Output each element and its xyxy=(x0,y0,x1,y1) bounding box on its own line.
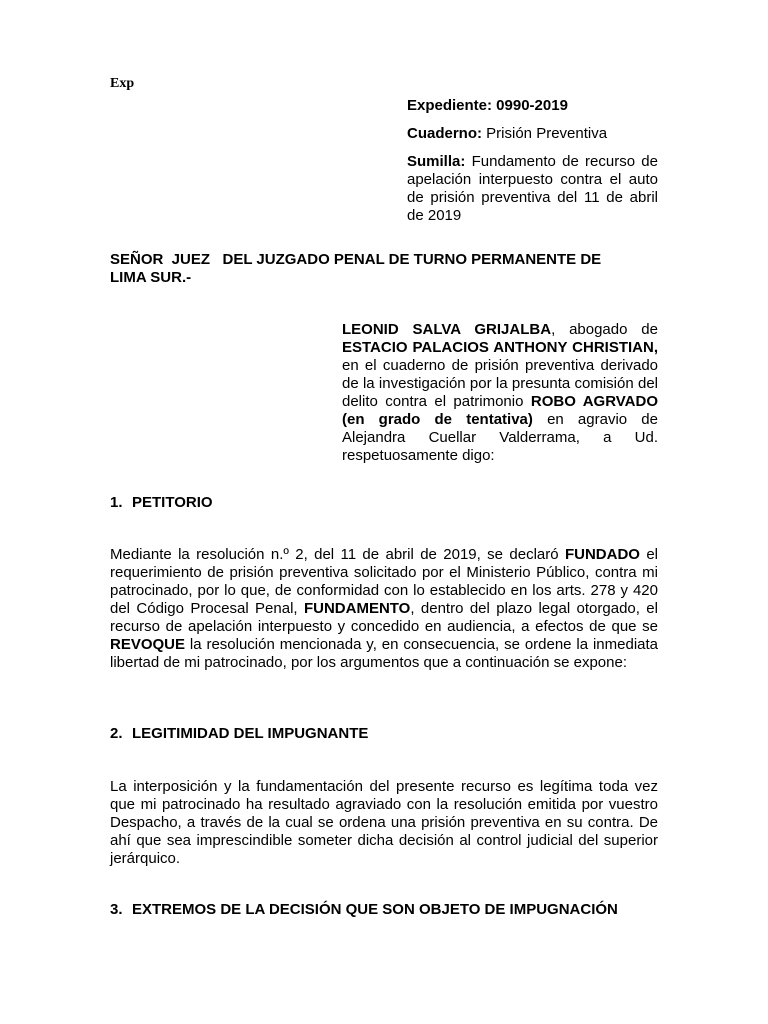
cuaderno-line: Cuaderno: Prisión Preventiva xyxy=(407,125,608,142)
expediente-line: Expediente: 0990-2019 xyxy=(407,97,568,114)
intro-paragraph: LEONID SALVA GRIJALBA, abogado de ESTACIO PALACIOS ANTHONY CHRISTIAN, en el cuaderno de prisión preventiva derivado de la investigación por la presunta comisión del delito contra el patrimonio ROBO AGRVADO (en grado de tentativa) en agravio de Alejandra Cuellar Valderrama, a Ud. respetuosamente digo: xyxy=(342,321,658,464)
petitorio-paragraph: Mediante la resolución n.º 2, del 11 de abril de 2019, se declaró FUNDADO el requerimiento de prisión preventiva solicitado por el Ministerio Público, contra mi patrocinado, por lo que, de conformidad con lo establecido en los arts. 278 y 420 del Código Procesal Penal, FUNDAMENTO, dentro del plazo legal otorgado, el recurso de apelación interpuesto y concedido en audiencia, a efectos de que se REVOQUE la resolución mencionada y, en consecuencia, se ordene la inmediata libertad de mi patrocinado, por los argumentos que a continuación se expone: xyxy=(110,546,658,671)
section-heading-petitorio: 1. PETITORIO xyxy=(110,494,213,511)
exp-label: Exp xyxy=(110,76,135,91)
section-heading-extremos: 3. EXTREMOS DE LA DECISIÓN QUE SON OBJETO DE IMPUGNACIÓN xyxy=(110,901,618,918)
case-header xyxy=(407,97,658,225)
addressee: SEÑOR JUEZ DEL JUZGADO PENAL DE TURNO PERMANENTE DE LIMA SUR.- xyxy=(110,251,606,286)
sumilla-line: Sumilla: Fundamento de recurso de apelación interpuesto contra el auto de prisión preventiva del 11 de abril de 2019 xyxy=(407,153,658,224)
legitimidad-paragraph: La interposición y la fundamentación del presente recurso es legítima toda vez que mi patrocinado ha resultado agraviado con la resolución emitida por vuestro Despacho, a través de la cual se ordena una prisión preventiva en su contra. De ahí que sea imprescindible someter dicha decisión al control judicial del superior jerárquico. xyxy=(110,778,658,867)
section-heading-legitimidad: 2. LEGITIMIDAD DEL IMPUGNANTE xyxy=(110,725,369,742)
